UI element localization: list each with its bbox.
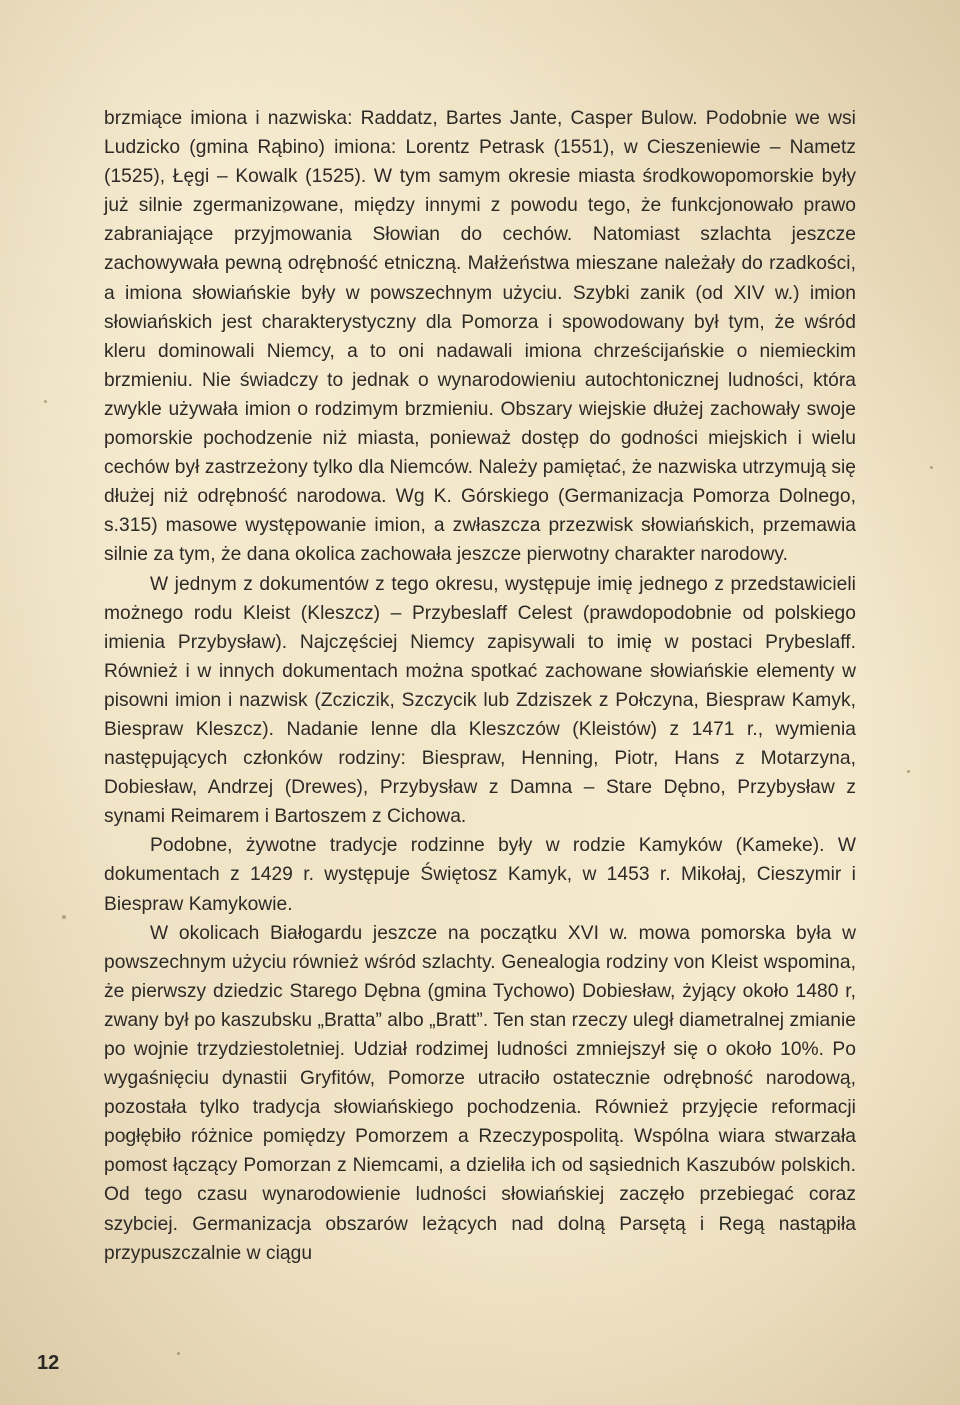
paper-speck — [44, 400, 47, 403]
paper-speck — [177, 1352, 180, 1355]
paragraph-1: brzmiące imiona i nazwiska: Raddatz, Bartes Jante, Casper Bulow. Podobnie we wsi Ludzicko (gmina Rąbino) imiona: Lorentz Petrask (1551), w Cieszeniewie – Nametz (1525), Łęgi – Kowalk (1525). W tym samym okresie miasta środkowopomorskie były już silnie zgermanizowane, między innymi z powodu tego, że funkcjonowało prawo zabraniające przyjmowania Słowian do cechów. Natomiast szlachta jeszcze zachowywała pewną odrębność etniczną. Małżeństwa mieszane należały do rzadkości, a imiona słowiańskie były w powszechnym użyciu. Szybki zanik (od XIV w.) imion słowiańskich jest charakterystyczny dla Pomorza i spowodowany był tym, że wśród kleru dominowali Niemcy, a to oni nadawali imiona chrześcijańskie o niemieckim brzmieniu. Nie świadczy to jednak o wynarodowieniu autochtonicznej ludności, która zwykle używała imion o rodzimym brzmieniu. Obszary wiejskie dłużej zachowały swoje pomorskie pochodzenie niż miasta, ponieważ dostęp do godności miejskich i wielu cechów był zastrzeżony tylko dla Niemców. Należy pamiętać, że nazwiska utrzymują się dłużej niż odrębność narodowa. Wg K. Górskiego (Germanizacja Pomorza Dolnego, s.315) masowe występowanie imion, a zwłaszcza przezwisk słowiańskich, przemawia silnie za tym, że dana okolica zachowała jeszcze pierwotny charakter narodowy. — [104, 108, 856, 566]
paper-speck — [907, 770, 910, 773]
page-number: 12 — [37, 1352, 60, 1374]
paper-speck — [283, 210, 286, 213]
paper-speck — [598, 1222, 601, 1225]
paragraph-4: W okolicach Białogardu jeszcze na początku XVI w. mowa pomorska była w powszechnym użyciu również wśród szlachty. Genealogia rodziny von Kleist wspomina, że pierwszy dziedzic Starego Dębna (gmina Tychowo) Dobiesław, żyjący około 1480 r, zwany był po kaszubsku „Bratta” albo „Bratt”. Ten stan rzeczy uległ diametralnej zmianie po wojnie trzydziestoletniej. Udział rodzimej ludności zmniejszył się o około 10%. Po wygaśnięciu dynastii Gryfitów, Pomorze utraciło ostatecznie odrębność narodową, pozostała tylko tradycja słowiańskiego pochodzenia. Również przyjęcie reformacji pogłębiło różnice pomiędzy Pomorzem a Rzeczypospolitą. Wspólna wiara stwarzała pomost łączący Pomorzan z Niemcami, a dzieliła ich od sąsiednich Kaszubów polskich. Od tego czasu wynarodowienie ludności słowiańskiej zaczęło przebiegać coraz szybciej. Germanizacja obszarów leżących nad dolną Parsętą i Regą nastąpiła przypuszczalnie w ciągu — [104, 922, 856, 1264]
paper-speck — [62, 915, 66, 919]
paper-speck — [930, 466, 933, 469]
paper-speck — [155, 120, 158, 123]
paragraph-2: W jednym z dokumentów z tego okresu, występuje imię jednego z przedstawicieli możnego rodu Kleist (Kleszcz) – Przybeslaff Celest (prawdopodobnie od polskiego imienia Przybysław). Najczęściej Niemcy zapisywali to imię w postaci Prybeslaff. Również i w innych dokumentach można spotkać zachowane słowiańskie elementy w pisowni imion i nazwisk (Zcziczik, Szczycik lub Zdziszek z Połczyna, Biespraw Kamyk, Biespraw Kleszcz). Nadanie lenne dla Kleszczów (Kleistów) z 1471 r., wymienia następujących członków rodziny: Biespraw, Henning, Piotr, Hans z Motarzyna, Dobiesław, Andrzej (Drewes), Przybysław z Damna – Stare Dębno, Przybysław z synami Reimarem i Bartoszem z Cichowa. — [104, 573, 856, 828]
paragraph-3: Podobne, żywotne tradycje rodzinne były w rodzie Kamyków (Kameke). W dokumentach z 1429 r. występuje Świętosz Kamyk, w 1453 r. Mikołaj, Cieszymir i Biespraw Kamykowie. — [104, 835, 856, 915]
body-text — [104, 104, 856, 1268]
paper-speck — [123, 1135, 127, 1139]
